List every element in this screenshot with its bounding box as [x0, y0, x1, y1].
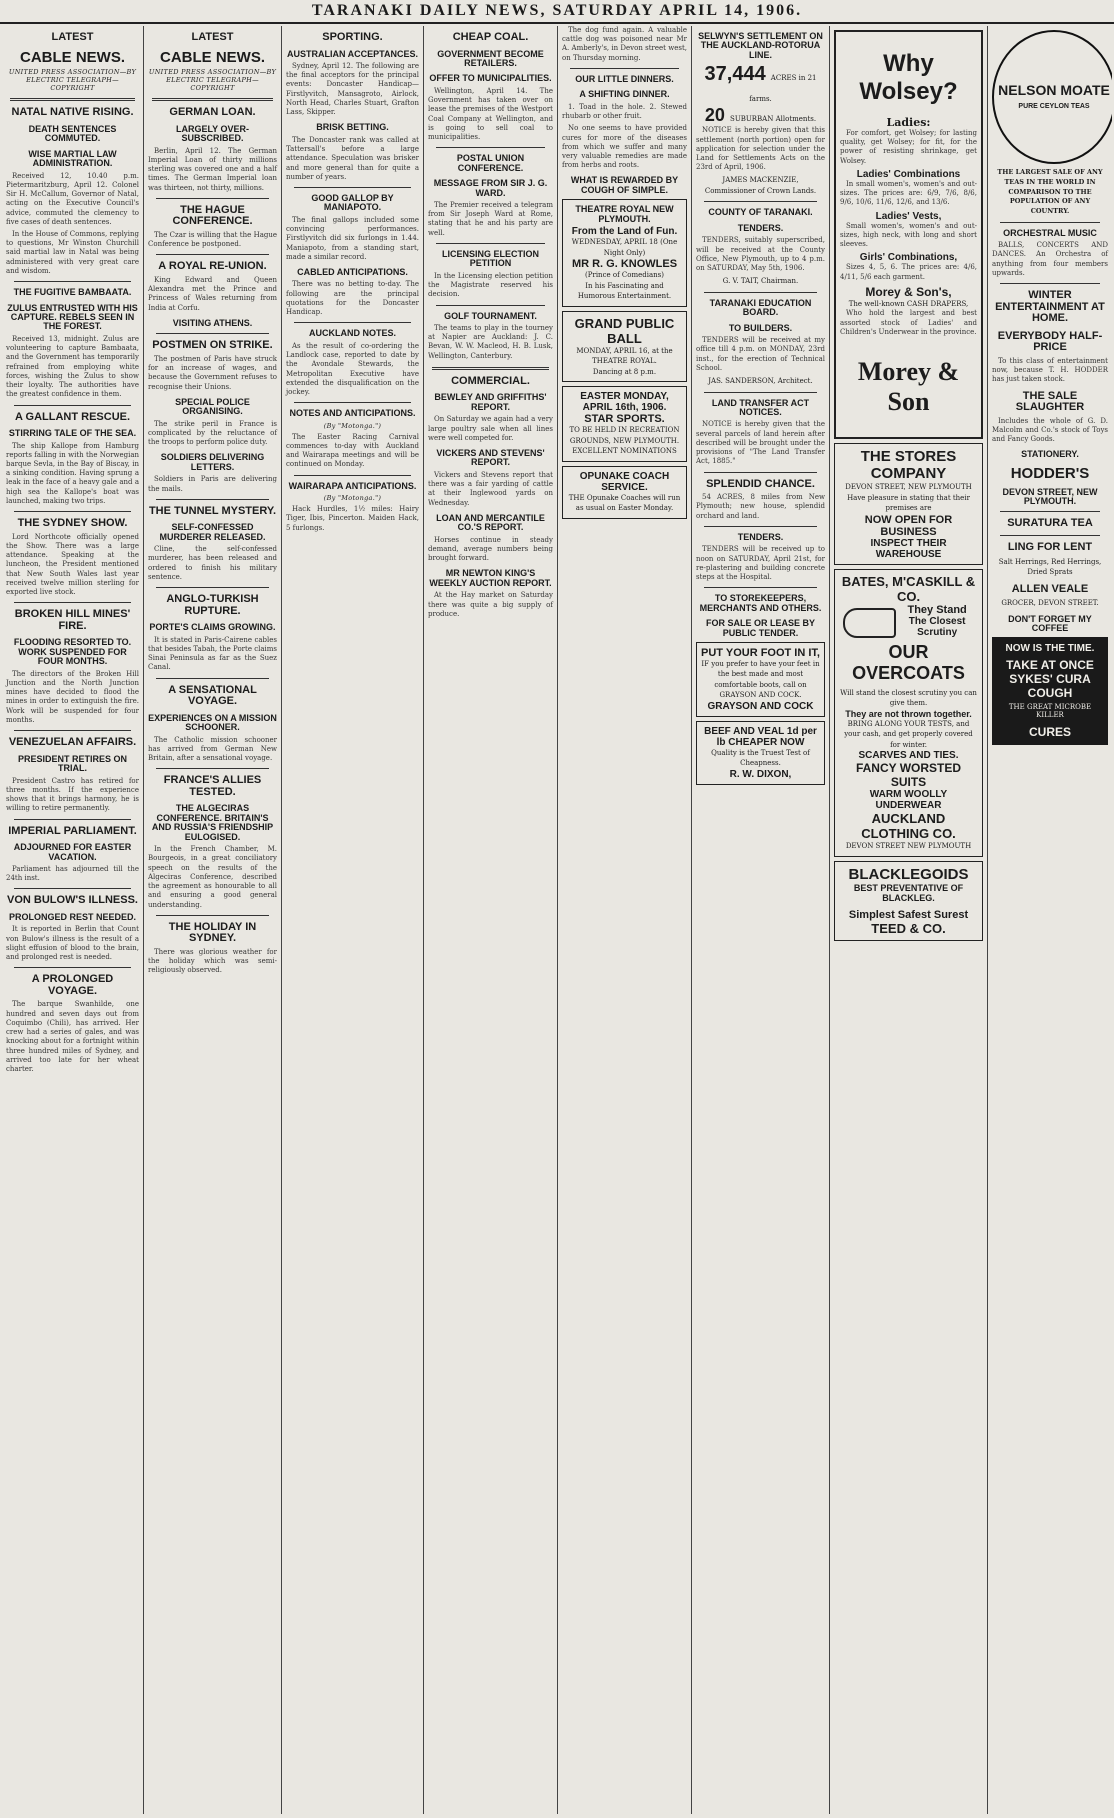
subhead: GOVERNMENT BECOME RETAILERS.	[437, 48, 544, 68]
blacklegoids-ad	[834, 861, 983, 941]
article-text: Received 12, 10.40 p.m. Pietermaritzburg, April 12. Colonel Sir H. McCallum, Governor of Natal, acting on the Executive Council's advice, commuted the clemency to five cases of death sentences.	[6, 171, 139, 226]
headline-allen-veale: ALLEN VEALE	[1011, 582, 1089, 595]
ad-text: Have pleasure in stating that their premises are	[847, 493, 970, 513]
article-text: The Premier received a telegram from Sir Joseph Ward at Rome, stating that he and his party are well.	[428, 201, 553, 237]
ad-heading: INSPECT THEIR WAREHOUSE	[870, 537, 947, 560]
headline-storekeepers: TO STOREKEEPERS, MERCHANTS AND OTHERS.	[699, 593, 822, 613]
headline-sale: THE SALE SLAUGHTER	[1015, 389, 1085, 414]
nelson-moate-crest	[992, 30, 1112, 164]
subhead: MR NEWTON KING'S WEEKLY AUCTION REPORT.	[429, 568, 552, 588]
article-text: Parliament has adjourned till the 24th inst.	[6, 864, 139, 883]
ad-title: BEEF AND VEAL 1d per lb CHEAPER NOW	[704, 725, 817, 748]
divider	[14, 511, 131, 512]
divider	[570, 68, 679, 69]
ad-text: IF you prefer to have your feet in the best made and most comfortable boots, call on GRAYSON AND COCK.	[701, 659, 820, 700]
headline-wairarapa: WAIRARAPA ANTICIPATIONS.	[288, 480, 417, 491]
ad-text: Quality is the Truest Test of Cheapness.	[711, 748, 810, 768]
credit-line: UNITED PRESS ASSOCIATION—BY ELECTRIC TELEGRAPH—COPYRIGHT	[148, 68, 277, 93]
masthead: TARANAKI DAILY NEWS, SATURDAY APRIL 14, 1906.	[0, 0, 1114, 24]
brand-name: NELSON MOATE	[998, 82, 1110, 99]
divider	[1000, 535, 1100, 536]
ad-claim	[896, 604, 978, 638]
ad-text: Includes the whole of G. D. Malcolm and Co.'s stock of Toys and Fancy Goods.	[992, 416, 1108, 444]
divider	[294, 322, 411, 323]
bates-mcaskill-ad	[834, 569, 983, 857]
notice-text: TENDERS will be received at my office till 4 p.m. on MONDAY, 23rd inst., for the erection of Technical School.	[696, 336, 825, 372]
article-text: There was no betting to-day. The following are the principal quotations for the Doncaster Handicap.	[286, 280, 419, 317]
headline-education: TARANAKI EDUCATION BOARD.	[709, 297, 812, 318]
ad-text: BALLS, CONCERTS AND DANCES. An Orchestra of anything from four members upwards.	[992, 241, 1108, 277]
notice-text: NOTICE is hereby given that this settlement (north portion) open for application for selection under the Land for Settlements Acts on the 23rd of April, 1906.	[696, 126, 825, 172]
article-text: The Catholic mission schooner has arrived from German New Britain, after a sensational voyage.	[148, 735, 277, 763]
divider	[436, 243, 545, 244]
theatre-ad	[562, 199, 687, 307]
article-text: The Czar is willing that the Hague Conference be postponed.	[148, 230, 277, 249]
divider	[704, 392, 817, 393]
ad-subtitle: The well-known CASH DRAPERS,	[848, 299, 969, 308]
headline-von-bulow: VON BULOW'S ILLNESS.	[7, 894, 138, 907]
pointing-hand-icon	[843, 608, 896, 638]
ad-title: THE STORES COMPANY	[860, 448, 957, 483]
article-text: The ship Kallope from Hamburg reports falling in with the Norwegian barque Sevla, in the Bay of Biscay, in a sinking condition. Having sprung a leak in the face of a heavy gale and a high sea the Kallope's boat was launched, making two trips.	[6, 441, 139, 505]
subhead: DON'T FORGET MY COFFEE	[1008, 613, 1092, 633]
subhead: STIRRING TALE OF THE SEA.	[8, 428, 137, 439]
ad-tagline: THE GREAT MICROBE KILLER	[1008, 703, 1092, 720]
headline-suratura: SURATURA TEA	[1007, 517, 1093, 530]
article-text: Received 13, midnight. Zulus are volunteering to capture Bambaata, and the Government has temporarily refrained from employing white forces, wishing the Zulus to show their loyalty. The authorities have the greatest confidence in them.	[6, 334, 139, 399]
headline-orchestral: ORCHESTRAL MUSIC	[1003, 227, 1097, 238]
ad-text: Sizes 4, 5, 6. The prices are: 4/6, 4/11, 5/6 each garment.	[840, 263, 977, 281]
headline-maniapoto: GOOD GALLOP BY MANIAPOTO.	[311, 193, 394, 213]
divider	[294, 187, 411, 188]
headline-parliament: IMPERIAL PARLIAMENT.	[8, 824, 137, 837]
ad-text: In small women's, women's and out-sizes. The prices are: 6/9, 7/6, 8/6, 9/6, 10/6, 11/6, 12/6, and 13/6.	[840, 179, 977, 207]
signature: JAMES MACKENZIE, Commissioner of Crown Lands.	[704, 176, 817, 195]
divider	[704, 526, 817, 527]
subhead: VICKERS AND STEVENS' REPORT.	[436, 448, 545, 468]
ad-text: GROCER, DEVON STREET.	[1001, 599, 1099, 608]
divider	[156, 587, 269, 588]
column-4	[424, 26, 558, 1814]
headline-stationery: STATIONERY.	[1021, 449, 1079, 460]
wolsey-ad	[834, 30, 983, 439]
notice-text: TENDERS, suitably superscribed, will be received at the County Office, New Plymouth, up to 4 p.m. on SATURDAY, May 5th, 1906.	[696, 236, 825, 273]
ad-subtitle: BEST PREVENTATIVE OF BLACKLEG.	[853, 882, 964, 903]
subhead: EXPERIENCES ON A MISSION SCHOONER.	[148, 712, 277, 733]
byline: (By "Motonga.")	[323, 494, 382, 503]
subhead: SPECIAL POLICE ORGANISING.	[175, 396, 250, 417]
headline-royal-reunion: A ROYAL RE-UNION.	[158, 260, 267, 273]
column-7	[830, 26, 988, 1814]
article-text: The teams to play in the tourney at Napier are Auckland: J. C. Bevan, W. W. Macleod, H. B. Lusk, Wellington, Canterbury.	[428, 323, 553, 360]
subhead: PRESIDENT RETIRES ON TRIAL.	[17, 753, 127, 774]
article-text: No one seems to have provided cures for more of the diseases from which we suffer and many very valuable remedies are made from herbs and roots.	[562, 124, 687, 170]
ad-heading: FANCY WORSTED SUITS	[855, 761, 962, 790]
ball-ad	[562, 311, 687, 383]
headline-voyage: A PROLONGED VOYAGE.	[31, 973, 114, 997]
headline-licensing: LICENSING ELECTION PETITION	[441, 248, 539, 269]
subhead: MESSAGE FROM SIR J. G. WARD.	[433, 178, 548, 198]
headline-selwyn: SELWYN'S SETTLEMENT ON THE AUCKLAND-ROTORUA LINE.	[698, 31, 823, 60]
acres-figure	[696, 63, 825, 105]
ad-brand: TAKE AT ONCE SYKES' CURA COUGH	[1006, 658, 1094, 701]
article-text: As the result of co-ordering the Landlock case, reported to date by the Avondale Stewards, the Metropolitan Executive have extended the disqualification on the jockey.	[286, 341, 419, 397]
article-text: Hack Hurdles, 1½ miles: Hairy Tiger, Ibis, Pincerton. Maiden Hack, 5 furlongs.	[286, 505, 419, 532]
ad-text: Small women's, women's and out-sizes, high neck, with long and short sleeves.	[840, 221, 977, 249]
subhead: DEATH SENTENCES COMMUTED.	[28, 123, 117, 144]
crest-text	[998, 83, 1110, 110]
ad-title: EASTER MONDAY, APRIL 16th, 1906.	[580, 391, 669, 414]
subhead: BEWLEY AND GRIFFITHS' REPORT.	[434, 392, 547, 412]
article-text: The strike peril in France is complicated by the reluctance of the troops to perform police duty.	[148, 419, 277, 447]
heading-latest: LATEST	[51, 31, 94, 43]
headline-rescue: A GALLANT RESCUE.	[14, 410, 131, 423]
divider	[156, 768, 269, 769]
article-text: King Edward and Queen Alexandra met the Prince and Princess of Wales returning from India at Corfu.	[148, 276, 277, 312]
article-text: The directors of the Broken Hill Junction and the North Junction mines have decided to flood the mines in order to extinguish the fire. Work will be suspended for four months.	[6, 669, 139, 724]
ad-heading: Girls' Combinations,	[859, 252, 958, 264]
subhead: THE ALGECIRAS CONFERENCE. BRITAIN'S AND RUSSIA'S FRIENDSHIP EULOGISED.	[151, 803, 274, 842]
article-text: Soldiers in Paris are delivering the mails.	[148, 475, 277, 493]
divider	[294, 475, 411, 476]
divider	[1000, 511, 1100, 512]
headline-little-dinners: OUR LITTLE DINNERS.	[575, 73, 674, 84]
divider	[14, 819, 131, 820]
subhead: OFFER TO MUNICIPALITIES.	[429, 73, 552, 84]
heading-cable-news: CABLE NEWS.	[160, 48, 265, 66]
column-6	[692, 26, 830, 1814]
ad-heading: SCARVES AND TIES.	[858, 750, 959, 762]
sports-ad	[562, 386, 687, 462]
subhead: TENDERS.	[737, 222, 784, 233]
allotments-figure	[696, 105, 825, 126]
subhead: SELF-CONFESSED MURDERER RELEASED.	[159, 522, 266, 542]
article-text: There was glorious weather for the holiday which was semi-religiously observed.	[148, 947, 277, 975]
ad-text: To this class of entertainment now, because T. H. HODDER has just taken stock.	[992, 356, 1108, 384]
article-text: Horses continue in steady demand, average numbers being brought forward.	[428, 535, 553, 563]
divider	[152, 98, 273, 101]
headline-sydney-show: THE SYDNEY SHOW.	[17, 517, 128, 530]
ad-text: Who hold the largest and best assorted stock of Ladies' and Children's Underwear in the province.	[840, 309, 977, 336]
ad-title: THEATRE ROYAL NEW PLYMOUTH.	[575, 204, 674, 225]
headline-cheap-coal: CHEAP COAL.	[452, 31, 529, 43]
ad-brand: AUCKLAND CLOTHING CO.	[861, 811, 956, 842]
byline: (By "Motonga.")	[323, 421, 382, 430]
subhead: SOLDIERS DELIVERING LETTERS.	[160, 452, 265, 472]
article-text: It is reported in Berlin that Count von Bulow's illness is the result of a slight effusion of blood to the brain, and prolonged rest is needed.	[6, 925, 139, 962]
coach-ad	[562, 466, 687, 519]
divider	[14, 730, 131, 731]
divider	[704, 587, 817, 588]
divider	[156, 198, 269, 199]
ad-title: GRAND PUBLIC BALL	[574, 315, 675, 346]
headline-tenders: TENDERS.	[737, 531, 784, 542]
ad-brand: GRAYSON AND COCK	[707, 700, 814, 712]
credit-line: UNITED PRESS ASSOCIATION—BY ELECTRIC TELEGRAPH—COPYRIGHT	[8, 68, 137, 93]
ad-subtitle: They Stand	[907, 603, 967, 616]
notice-text: TENDERS will be received up to noon on SATURDAY, April 21st, for re-plastering and building concrete steps at the Hospital.	[696, 545, 825, 581]
ad-subtitle: STAR SPORTS.	[584, 413, 665, 426]
divider	[14, 888, 131, 889]
performer-title: (Prince of Comedians)	[585, 271, 664, 280]
article-text: In the Licensing election petition the Magistrate reserved his decision.	[428, 271, 553, 299]
headline-postmen: POSTMEN ON STRIKE.	[152, 339, 273, 352]
headline-bambaata: THE FUGITIVE BAMBAATA.	[13, 287, 132, 298]
subhead: WHAT IS REWARDED BY COUGH OF SIMPLE.	[570, 175, 679, 195]
subhead: LARGELY OVER-SUBSCRIBED.	[175, 123, 249, 144]
ad-address: DEVON STREET, NEW PLYMOUTH	[845, 483, 972, 492]
notice-text: NOTICE is hereby given that the several parcels of land herein after described will be brought under the provisions of "The Land Transfer Act, 1885."	[696, 420, 825, 466]
ad-text: Salt Herrings, Red Herrings, Dried Sprats	[998, 557, 1102, 577]
divider	[156, 678, 269, 679]
ad-text: BRING ALONG YOUR TESTS, and your cash, and get properly covered for winter.	[844, 719, 973, 749]
ad-brand: TEED & CO.	[871, 920, 946, 936]
divider	[294, 402, 411, 403]
divider	[432, 367, 549, 370]
boots-ad	[696, 642, 825, 717]
article-text: Vickers and Stevens report that there was a fair yarding of cattle at their Inglewood yards on Wednesday.	[428, 470, 553, 507]
ad-text: Dancing at 8 p.m.	[592, 367, 657, 376]
caption: ACRES in 21 farms.	[749, 74, 817, 104]
subhead: DEVON STREET, NEW PLYMOUTH.	[1002, 486, 1098, 506]
divider	[156, 499, 269, 500]
headline-natal: NATAL NATIVE RISING.	[11, 106, 134, 119]
headline-acceptances: AUSTRALIAN ACCEPTANCES.	[286, 48, 418, 59]
notice-text: 54 ACRES, 8 miles from New Plymouth; new house, splendid orchard and land.	[696, 493, 825, 520]
article-text: 1. Toad in the hole. 2. Stewed rhubarb or other fruit.	[562, 102, 687, 121]
butcher-ad	[696, 721, 825, 785]
signature: JAS. SANDERSON, Architect.	[708, 377, 813, 386]
divider	[1000, 222, 1100, 223]
article-text: Cline, the self-confessed murderer, has been released and ordered to finish his military sentence.	[148, 545, 277, 581]
ad-text: TO BE HELD IN RECREATION GROUNDS, NEW PLYMOUTH.	[569, 426, 680, 445]
divider	[704, 472, 817, 473]
headline-commercial: COMMERCIAL.	[451, 374, 530, 387]
divider	[704, 201, 817, 202]
article-text: The postmen of Paris have struck for an increase of wages, and because the Government refuses to recognise their Unions.	[148, 354, 277, 391]
heading-sporting: SPORTING.	[322, 31, 383, 43]
article-text: The Easter Racing Carnival commences to-day with Auckland and Wairarapa meetings and will be continued on Monday.	[286, 432, 419, 469]
headline-postal-union: POSTAL UNION CONFERENCE.	[456, 153, 525, 173]
subhead: WISE MARTIAL LAW ADMINISTRATION.	[28, 148, 117, 169]
column-3	[282, 26, 424, 1814]
headline-half-price: EVERYBODY HALF-PRICE	[997, 329, 1103, 354]
article-text: Lord Northcote officially opened the Show. There was a large attendance. Speaking at the luncheon, the President mentioned that New South Wales last year received twelve million sterling for exported live stock.	[6, 532, 139, 597]
article-text: The Doncaster rank was called at Tattersall's before a large attendance. Speculation was brisker and more general than for quite a number of years.	[286, 135, 419, 181]
article-text: President Castro has retired for three months. If the experience shows that it brings harmony, he is willing to retire permanently.	[6, 776, 139, 813]
subhead: CABLED ANTICIPATIONS.	[297, 267, 408, 278]
subhead: FLOODING RESORTED TO. WORK SUSPENDED FOR FOUR MONTHS.	[13, 637, 132, 667]
ad-heading: Morey & Son's,	[865, 284, 952, 299]
article-text: At the Hay market on Saturday there was quite a big supply of produce.	[428, 591, 553, 618]
article-text: In the House of Commons, replying to questions, Mr Winston Churchill said martial law in Natal was being administered with very great care and wisdom.	[6, 230, 139, 275]
ad-heading: WARM WOOLLY UNDERWEAR	[869, 789, 948, 812]
ad-heading: NOW OPEN FOR BUSINESS	[864, 513, 953, 538]
column-2	[144, 26, 282, 1814]
subhead: ADJOURNED FOR EASTER VACATION.	[13, 842, 132, 862]
headline-hodders: HODDER'S	[1010, 464, 1090, 482]
headline-ling: LING FOR LENT	[1007, 540, 1093, 553]
morey-son-logo: Morey & Son	[857, 357, 960, 417]
caption: SUBURBAN Allotments.	[730, 115, 817, 124]
headline-hague: THE HAGUE CONFERENCE.	[172, 203, 253, 228]
divider	[156, 333, 269, 334]
divider	[436, 305, 545, 306]
subhead: BRISK BETTING.	[316, 122, 389, 133]
headline-broken-hill: BROKEN HILL MINES' FIRE.	[14, 608, 131, 632]
subhead: LOAN AND MERCANTILE CO.'S REPORT.	[436, 512, 545, 533]
brand-tagline: PURE CEYLON TEAS	[1018, 102, 1090, 110]
signature: G. V. TAIT, Chairman.	[722, 277, 799, 286]
article-text: Wellington, April 14. The Government has taken over on lease the premises of the Westport Coal Company at Wellington, and is going to sell coal to municipalities.	[428, 86, 553, 142]
headline-winter: WINTER ENTERTAINMENT AT HOME.	[995, 289, 1105, 325]
headline-golf: GOLF TOURNAMENT.	[444, 310, 537, 321]
ad-text: EXCELLENT NOMINATIONS	[572, 447, 677, 456]
article-text: Berlin, April 12. The German Imperial Loan of thirty millions sterling was covered one and a half times. The German Imperial loan was thirteen, not thirty, millions.	[148, 146, 277, 192]
ad-text: MONDAY, APRIL 16, at the THEATRE ROYAL.	[576, 346, 673, 366]
ad-subtitle: Ladies:	[886, 116, 931, 129]
article-text: It is stated in Paris-Cairene cables that besides Tabah, the Porte claims Sinai Peninsula as far as the Suez Canal.	[148, 635, 277, 672]
headline-auckland-notes: AUCKLAND NOTES.	[309, 328, 396, 339]
ad-text: In his Fascinating and Humorous Entertainment.	[577, 281, 672, 301]
headline-splendid: SPLENDID CHANCE.	[706, 477, 815, 490]
subhead: PORTE'S CLAIMS GROWING.	[149, 622, 276, 633]
headline-sensational: A SENSATIONAL VOYAGE.	[168, 683, 257, 708]
ad-text: Will stand the closest scrutiny you can give them.	[840, 688, 977, 708]
ad-text: THE Opunake Coaches will run as usual on Easter Monday.	[568, 493, 681, 513]
subhead: A SHIFTING DINNER.	[579, 89, 670, 100]
divider	[14, 602, 131, 603]
stores-company-ad	[834, 443, 983, 565]
article-text: The final gallops included some convincing performances. Firstlyvitch did six furlongs in 1.44. Maniapoto, from a standing start, made a similar record.	[286, 215, 419, 261]
divider	[156, 254, 269, 255]
article-text: The dog fund again. A valuable cattle dog was poisoned near Mr A. Amberly's, in Devon street west, on Thursday morning.	[562, 26, 687, 62]
ad-heading: OUR OVERCOATS	[852, 641, 965, 683]
ad-title: Why Wolsey?	[859, 50, 958, 105]
ad-heading: Ladies' Combinations	[856, 168, 961, 180]
article-text: On Saturday we again had a very large poultry sale when all lines were well competed for.	[428, 415, 553, 442]
divider	[1000, 283, 1100, 284]
headline-venezuela: VENEZUELAN AFFAIRS.	[8, 736, 137, 749]
ad-brand: R. W. DIXON,	[729, 768, 792, 780]
heading-cable-news: CABLE NEWS.	[20, 48, 125, 66]
divider	[14, 281, 131, 282]
headline-anglo-turkish: ANGLO-TURKISH RUPTURE.	[166, 593, 259, 617]
ad-title: NOW IS THE TIME.	[1005, 643, 1095, 655]
divider	[14, 405, 131, 406]
ad-heading: CURES	[1028, 725, 1071, 740]
heading-latest: LATEST	[191, 31, 234, 43]
ad-subtitle: The Closest Scrutiny	[908, 615, 966, 638]
headline-land-transfer: LAND TRANSFER ACT NOTICES.	[711, 397, 810, 417]
ad-title: BLACKLEGOIDS	[848, 865, 969, 883]
ad-title: PUT YOUR FOOT IN IT,	[701, 646, 820, 659]
ad-header-row	[839, 604, 978, 638]
big-number: 20	[704, 105, 725, 126]
column-1	[2, 26, 144, 1814]
divider	[10, 98, 135, 101]
headline-tunnel: THE TUNNEL MYSTERY.	[148, 504, 277, 517]
subhead: ZULUS ENTRUSTED WITH HIS CAPTURE. REBELS SEEN IN THE FOREST.	[7, 302, 138, 332]
ad-slogan: Simplest Safest Surest	[848, 908, 969, 921]
ad-title: BATES, M'CASKILL & CO.	[841, 573, 976, 604]
divider	[14, 967, 131, 968]
divider	[704, 292, 817, 293]
performer-name: MR R. G. KNOWLES	[571, 258, 678, 271]
subhead: PROLONGED REST NEEDED.	[8, 911, 136, 922]
ad-text: THE LARGEST SALE OF ANY TEAS IN THE WORLD IN COMPARISON TO THE POPULATION OF ANY COUNTRY.	[997, 168, 1103, 215]
subhead: VISITING ATHENS.	[172, 317, 253, 328]
headline-notes: NOTES AND ANTICIPATIONS.	[289, 408, 416, 419]
headline-holiday: THE HOLIDAY IN SYDNEY.	[168, 920, 257, 945]
divider	[156, 915, 269, 916]
ad-address: DEVON STREET NEW PLYMOUTH	[845, 842, 972, 851]
divider	[436, 147, 545, 148]
article-text: Sydney, April 12. The following are the final acceptors for the principal events: Doncaster Handicap—Firstlyvitch, Mansagroto, Airlock, North Head, Charles Stuart, Grafton Lass, Skipper.	[286, 61, 419, 117]
article-text: In the French Chamber, M. Bourgeois, in a great conciliatory speech on the results of the Algeciras Conference, described the agreement as honourable to all and ensuring a good general understanding.	[148, 845, 277, 909]
ad-text: They are not thrown together.	[845, 708, 972, 719]
ad-subtitle: From the Land of Fun.	[571, 226, 678, 238]
headline-german-loan: GERMAN LOAN.	[169, 106, 256, 119]
column-5	[558, 26, 692, 1814]
article-text: The barque Swanhilde, one hundred and seven days out from Coquimbo (Chili), has arrived. Her crew had a series of gales, and was knocking about for a fortnight within three hundred miles of Sydney, and arrived too late for her wheat charter.	[6, 1000, 139, 1074]
sykes-ad	[992, 637, 1108, 745]
ad-heading: Ladies' Vests,	[875, 210, 942, 222]
ad-date: WEDNESDAY, APRIL 18 (One Night Only)	[571, 238, 678, 257]
ad-text: For comfort, get Wolsey; for lasting quality, get Wolsey; for fit, for the power of resisting shrinkage, get Wolsey.	[840, 129, 977, 165]
headline-france-allies: FRANCE'S ALLIES TESTED.	[163, 774, 262, 798]
subhead: TO BUILDERS.	[728, 322, 793, 333]
ad-title: OPUNAKE COACH SERVICE.	[579, 470, 670, 493]
headline-county: COUNTY OF TARANAKI.	[708, 207, 813, 218]
column-8	[988, 26, 1112, 1814]
big-number: 37,444	[704, 63, 766, 86]
subhead: FOR SALE OR LEASE BY PUBLIC TENDER.	[705, 618, 815, 638]
